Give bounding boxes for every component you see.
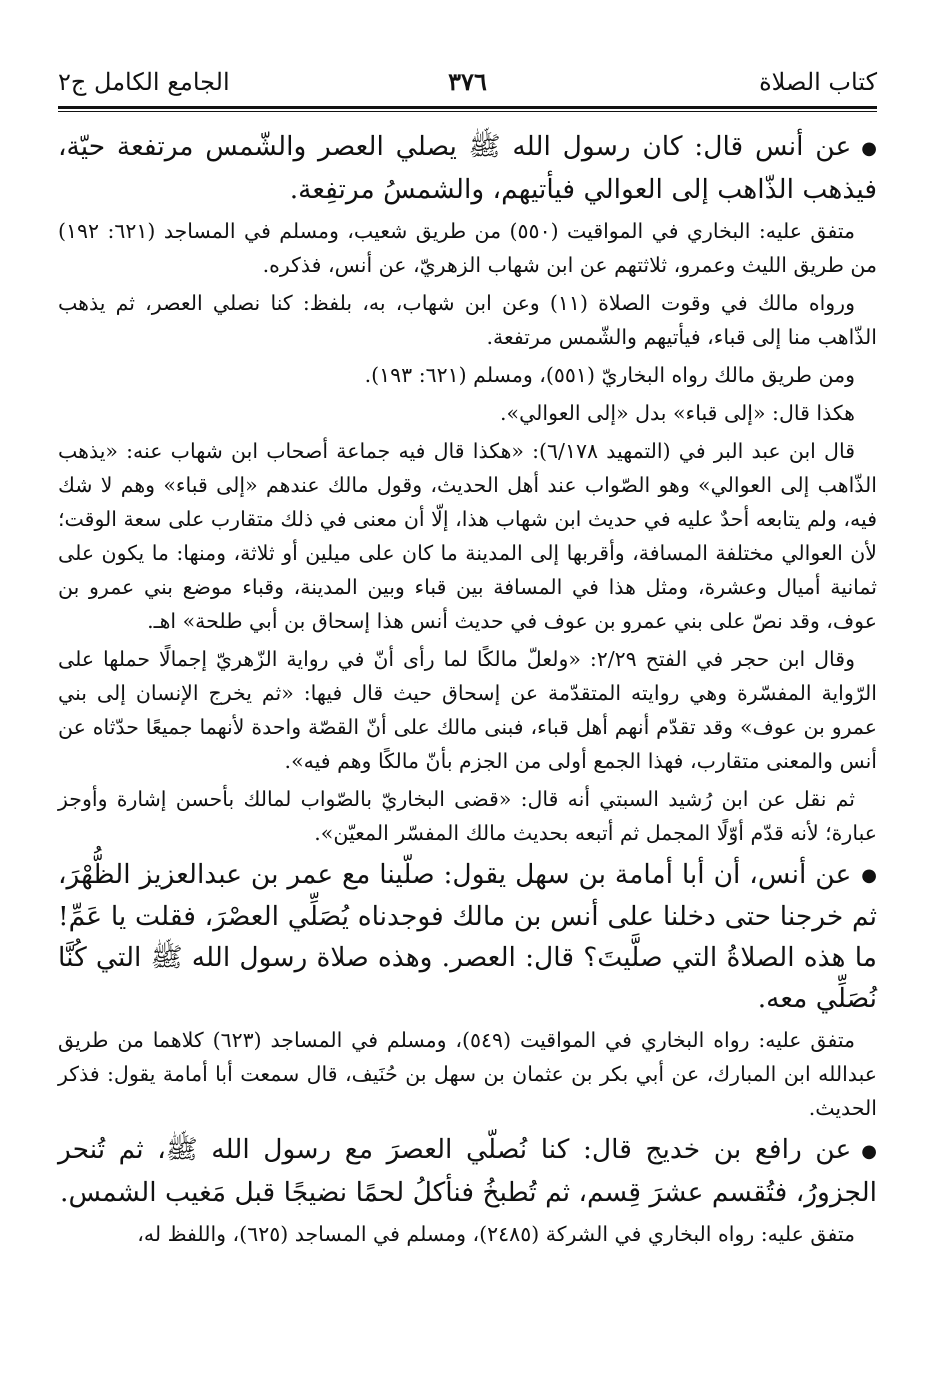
commentary-text: ثم نقل عن ابن رُشيد السبتي أنه قال: «قضى البخاريّ بالصّواب لمالك بأحسن إشارة وأوجز عبارة؛ لأنه قدّم أوّلًا المجمل ثم أتبعه بحديث مالك المفسّر المعيّن». (58, 786, 877, 845)
commentary-paragraph (58, 1217, 877, 1251)
commentary-paragraph (58, 396, 877, 430)
running-header (58, 60, 877, 104)
hadith-text: عن أنس، أن أبا أمامة بن سهل يقول: صلّينا مع عمر بن عبدالعزيز الظُّهْرَ، ثم خرجنا حتى دخلنا على أنس بن مالك فوجدناه يُصَلِّي العصْرَ، فقلت يا عَمِّ! ما هذه الصلاةُ التي صلَّيتَ؟ قال: العصر. وهذه صلاة رسول الله ﷺ التي كُنَّا نُصَلِّي معه. (58, 858, 878, 1014)
bullet-icon: ● (861, 1140, 877, 1162)
commentary-paragraph (58, 434, 877, 638)
book-page (58, 60, 877, 1358)
hadith-paragraph (58, 126, 877, 210)
chapter-title: كتاب الصلاة (759, 68, 877, 96)
commentary-paragraph (58, 642, 877, 778)
commentary-text: ورواه مالك في وقوت الصلاة (١١) وعن ابن شهاب، به، بلفظ: كنا نصلي العصر، ثم يذهب الذّاهب منا إلى قباء، فيأتيهم والشّمس مرتفعة. (58, 290, 877, 349)
commentary-text: قال ابن عبد البر في (التمهيد ٦/١٧٨): «هكذا قال فيه جماعة أصحاب ابن شهاب عنه: «يذهب الذّاهب إلى العوالي» وهو الصّواب عند أهل الحديث، وقول مالك عندهم «إلى قباء» وهم لا شك فيه، ولم يتابعه أحدٌ عليه في حديث ابن شهاب هذا، إلّا أن معنى في ذلك متقارب على سعة الوقت؛ لأن العوالي مختلفة المسافة، وأقربها إلى المدينة ما كان على ميلين أو ثلاثة، ومنها: ما يكون على ثمانية أميال وعشرة، ومثل هذا في المسافة بين قباء وبين المدينة، وقباء موضع بني عمرو بن عوف، وقد نصّ على بني عمرو بن عوف في حديث أنس هذا إسحاق بن أبي طلحة» اهـ. (58, 438, 877, 633)
page-number: ٣٧٦ (448, 67, 487, 96)
hadith-paragraph (58, 854, 877, 1020)
hadith-text: عن أنس قال: كان رسول الله ﷺ يصلي العصر والشّمس مرتفعة حيّة، فيذهب الذّاهب إلى العوالي فيأتيهم، والشمسُ مرتفِعة. (58, 131, 877, 205)
commentary-paragraph (58, 286, 877, 354)
page-body (58, 126, 877, 1251)
commentary-text: متفق عليه: رواه البخاري في الشركة (٢٤٨٥)، ومسلم في المساجد (٦٢٥)، واللفظ له، (137, 1221, 855, 1246)
commentary-paragraph (58, 358, 877, 392)
header-rule-thin (58, 111, 877, 112)
header-rule-thick (58, 106, 877, 109)
commentary-text: متفق عليه: البخاري في المواقيت (٥٥٠) من طريق شعيب، ومسلم في المساجد (٦٢١: ١٩٢) من طريق الليث وعمرو، ثلاثتهم عن ابن شهاب الزهريّ، عن أنس، فذكره. (58, 218, 877, 277)
commentary-paragraph (58, 782, 877, 850)
bullet-icon: ● (861, 865, 877, 886)
hadith-text: عن رافع بن خديج قال: كنا نُصلّي العصرَ مع رسول الله ﷺ، ثم تُنحر الجزورُ، فتُقسم عشرَ قِسم، ثم تُطبخُ فنأكلُ لحمًا نضيجًا قبل مَغيب الشمس. (58, 1134, 877, 1208)
commentary-text: وقال ابن حجر في الفتح ٢/٢٩: «ولعلّ مالكًا لما رأى أنّ في رواية الزّهريّ إجمالًا حملها على الرّواية المفسّرة وهي روايته المتقدّمة عن إسحاق حيث قال فيها: «ثم يخرج الإنسان إلى بني عمرو بن عوف» وقد تقدّم أنهم أهل قباء، فبنى مالك على أنّ القصّة واحدة لأنهما جميعًا حدّثاه عن أنس والمعنى متقارب، فهذا الجمع أولى من الجزم بأنّ مالكًا وهم فيه». (58, 646, 877, 773)
commentary-paragraph (58, 214, 877, 282)
commentary-text: متفق عليه: رواه البخاري في المواقيت (٥٤٩)، ومسلم في المساجد (٦٢٣) كلاهما من طريق عبدالله ابن المبارك، عن أبي بكر بن عثمان بن سهل بن حُنَيف، قال سمعت أبا أمامة يقول: فذكر الحديث. (58, 1028, 877, 1120)
book-title: الجامع الكامل ج٢ (58, 68, 230, 96)
commentary-text: هكذا قال: «إلى قباء» بدل «إلى العوالي». (500, 400, 855, 425)
commentary-text: ومن طريق مالك رواه البخاريّ (٥٥١)، ومسلم (٦٢١: ١٩٣). (364, 362, 855, 387)
hadith-paragraph (58, 1129, 877, 1213)
bullet-icon: ● (861, 137, 877, 159)
commentary-paragraph (58, 1023, 877, 1125)
